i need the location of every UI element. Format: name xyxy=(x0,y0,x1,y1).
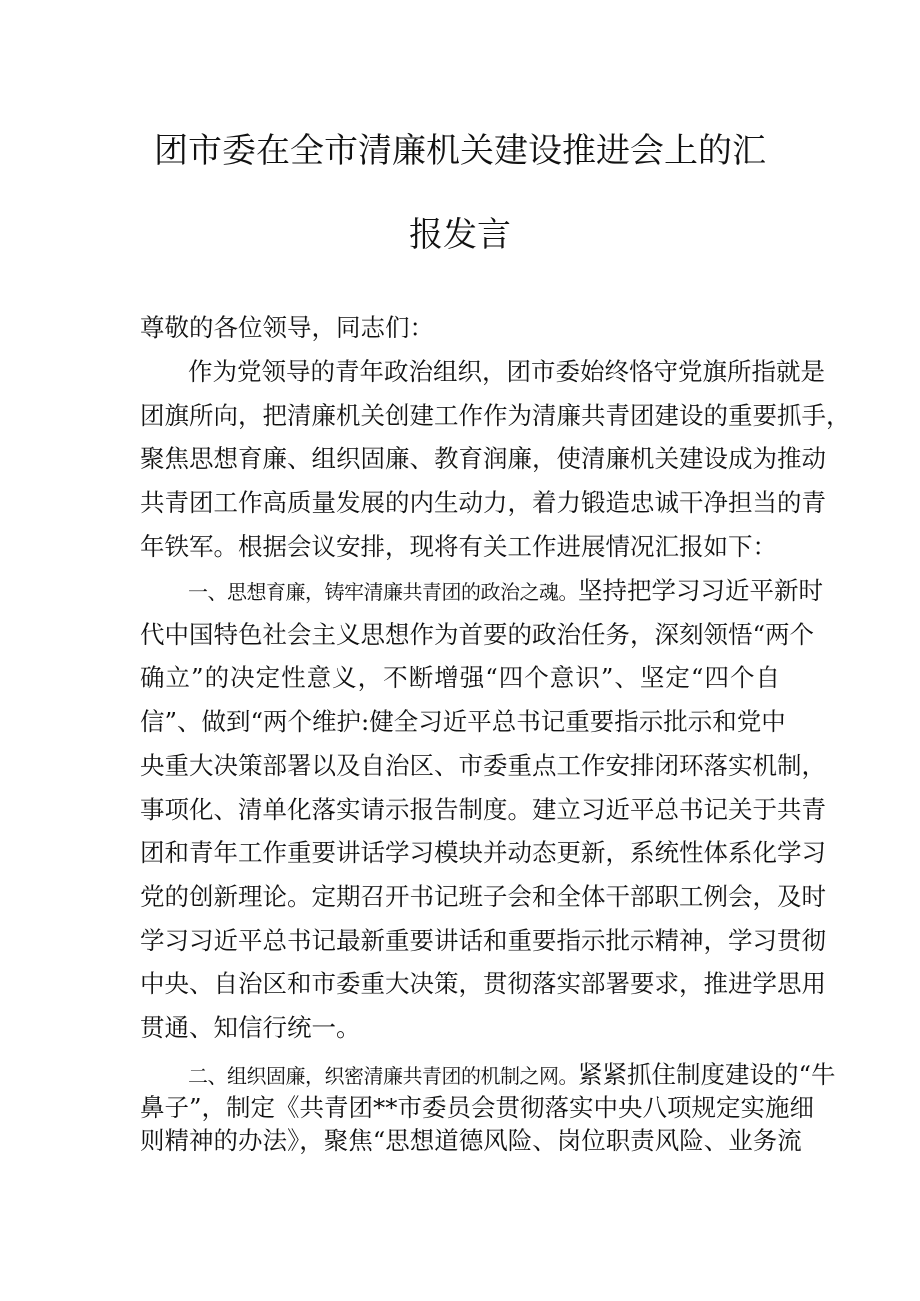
section-1-line: 央重大决策部署以及自治区、市委重点工作安排闭环落实机制， xyxy=(140,751,826,780)
section-1-first-line xyxy=(188,576,823,607)
section-2-first-line-text: 紧紧抓住制度建设的“牛 xyxy=(578,1060,836,1089)
section-1-line: 事项化、清单化落实请示报告制度。建立习近平总书记关于共青 xyxy=(140,795,826,824)
section-1-line: 确立”的决定性意义，不断增强“四个意识”、坚定“四个自 xyxy=(140,663,780,692)
section-1-line: 贯通、知信行统一。 xyxy=(140,1013,361,1042)
section-1-line: 党的创新理论。定期召开书记班子会和全体干部职工例会，及时 xyxy=(140,882,826,911)
salutation: 尊敬的各位领导，同志们： xyxy=(140,313,434,342)
section-1-line: 代中国特色社会主义思想作为首要的政治任务，深刻领悟“两个 xyxy=(140,620,815,649)
intro-line: 团旗所向，把清廉机关创建工作作为清廉共青团建设的重要抓手， xyxy=(140,401,851,430)
section-2-line: 鼻子”，制定《共青团**市委员会贯彻落实中央八项规定实施细 xyxy=(140,1093,815,1122)
section-1-line: 信”、做到“两个维护:健全习近平总书记重要指示批示和党中 xyxy=(140,707,786,736)
section-1-first-line-text: 坚持把学习习近平新时 xyxy=(578,576,823,605)
intro-line: 年铁军。根据会议安排，现将有关工作进展情况汇报如下： xyxy=(140,532,777,561)
section-1-line: 学习习近平总书记最新重要讲话和重要指示批示精神，学习贯彻 xyxy=(140,926,826,955)
intro-line: 共青团工作高质量发展的内生动力，着力锻造忠诚干净担当的青 xyxy=(140,488,826,517)
document-title-line-1: 团市委在全市清廉机关建设推进会上的汇 xyxy=(154,131,766,171)
section-2-line: 则精神的办法》，聚焦“思想道德风险、岗位职责风险、业务流 xyxy=(140,1126,802,1155)
section-1-line: 团和青年工作重要讲话学习模块并动态更新，系统性体系化学习 xyxy=(140,838,826,867)
intro-line: 聚焦思想育廉、组织固廉、教育润廉，使清廉机关建设成为推动 xyxy=(140,444,826,473)
section-1-line: 中央、自治区和市委重大决策，贯彻落实部署要求，推进学思用 xyxy=(140,969,826,998)
section-2-heading: 二、组织固廉，织密清廉共青团的机制之网。 xyxy=(188,1064,578,1088)
intro-line: 作为党领导的青年政治组织，团市委始终恪守党旗所指就是 xyxy=(188,357,825,386)
section-2-first-line xyxy=(188,1060,836,1091)
section-1-heading: 一、思想育廉，铸牢清廉共青团的政治之魂。 xyxy=(188,580,578,604)
document-title-line-2: 报发言 xyxy=(409,215,511,255)
